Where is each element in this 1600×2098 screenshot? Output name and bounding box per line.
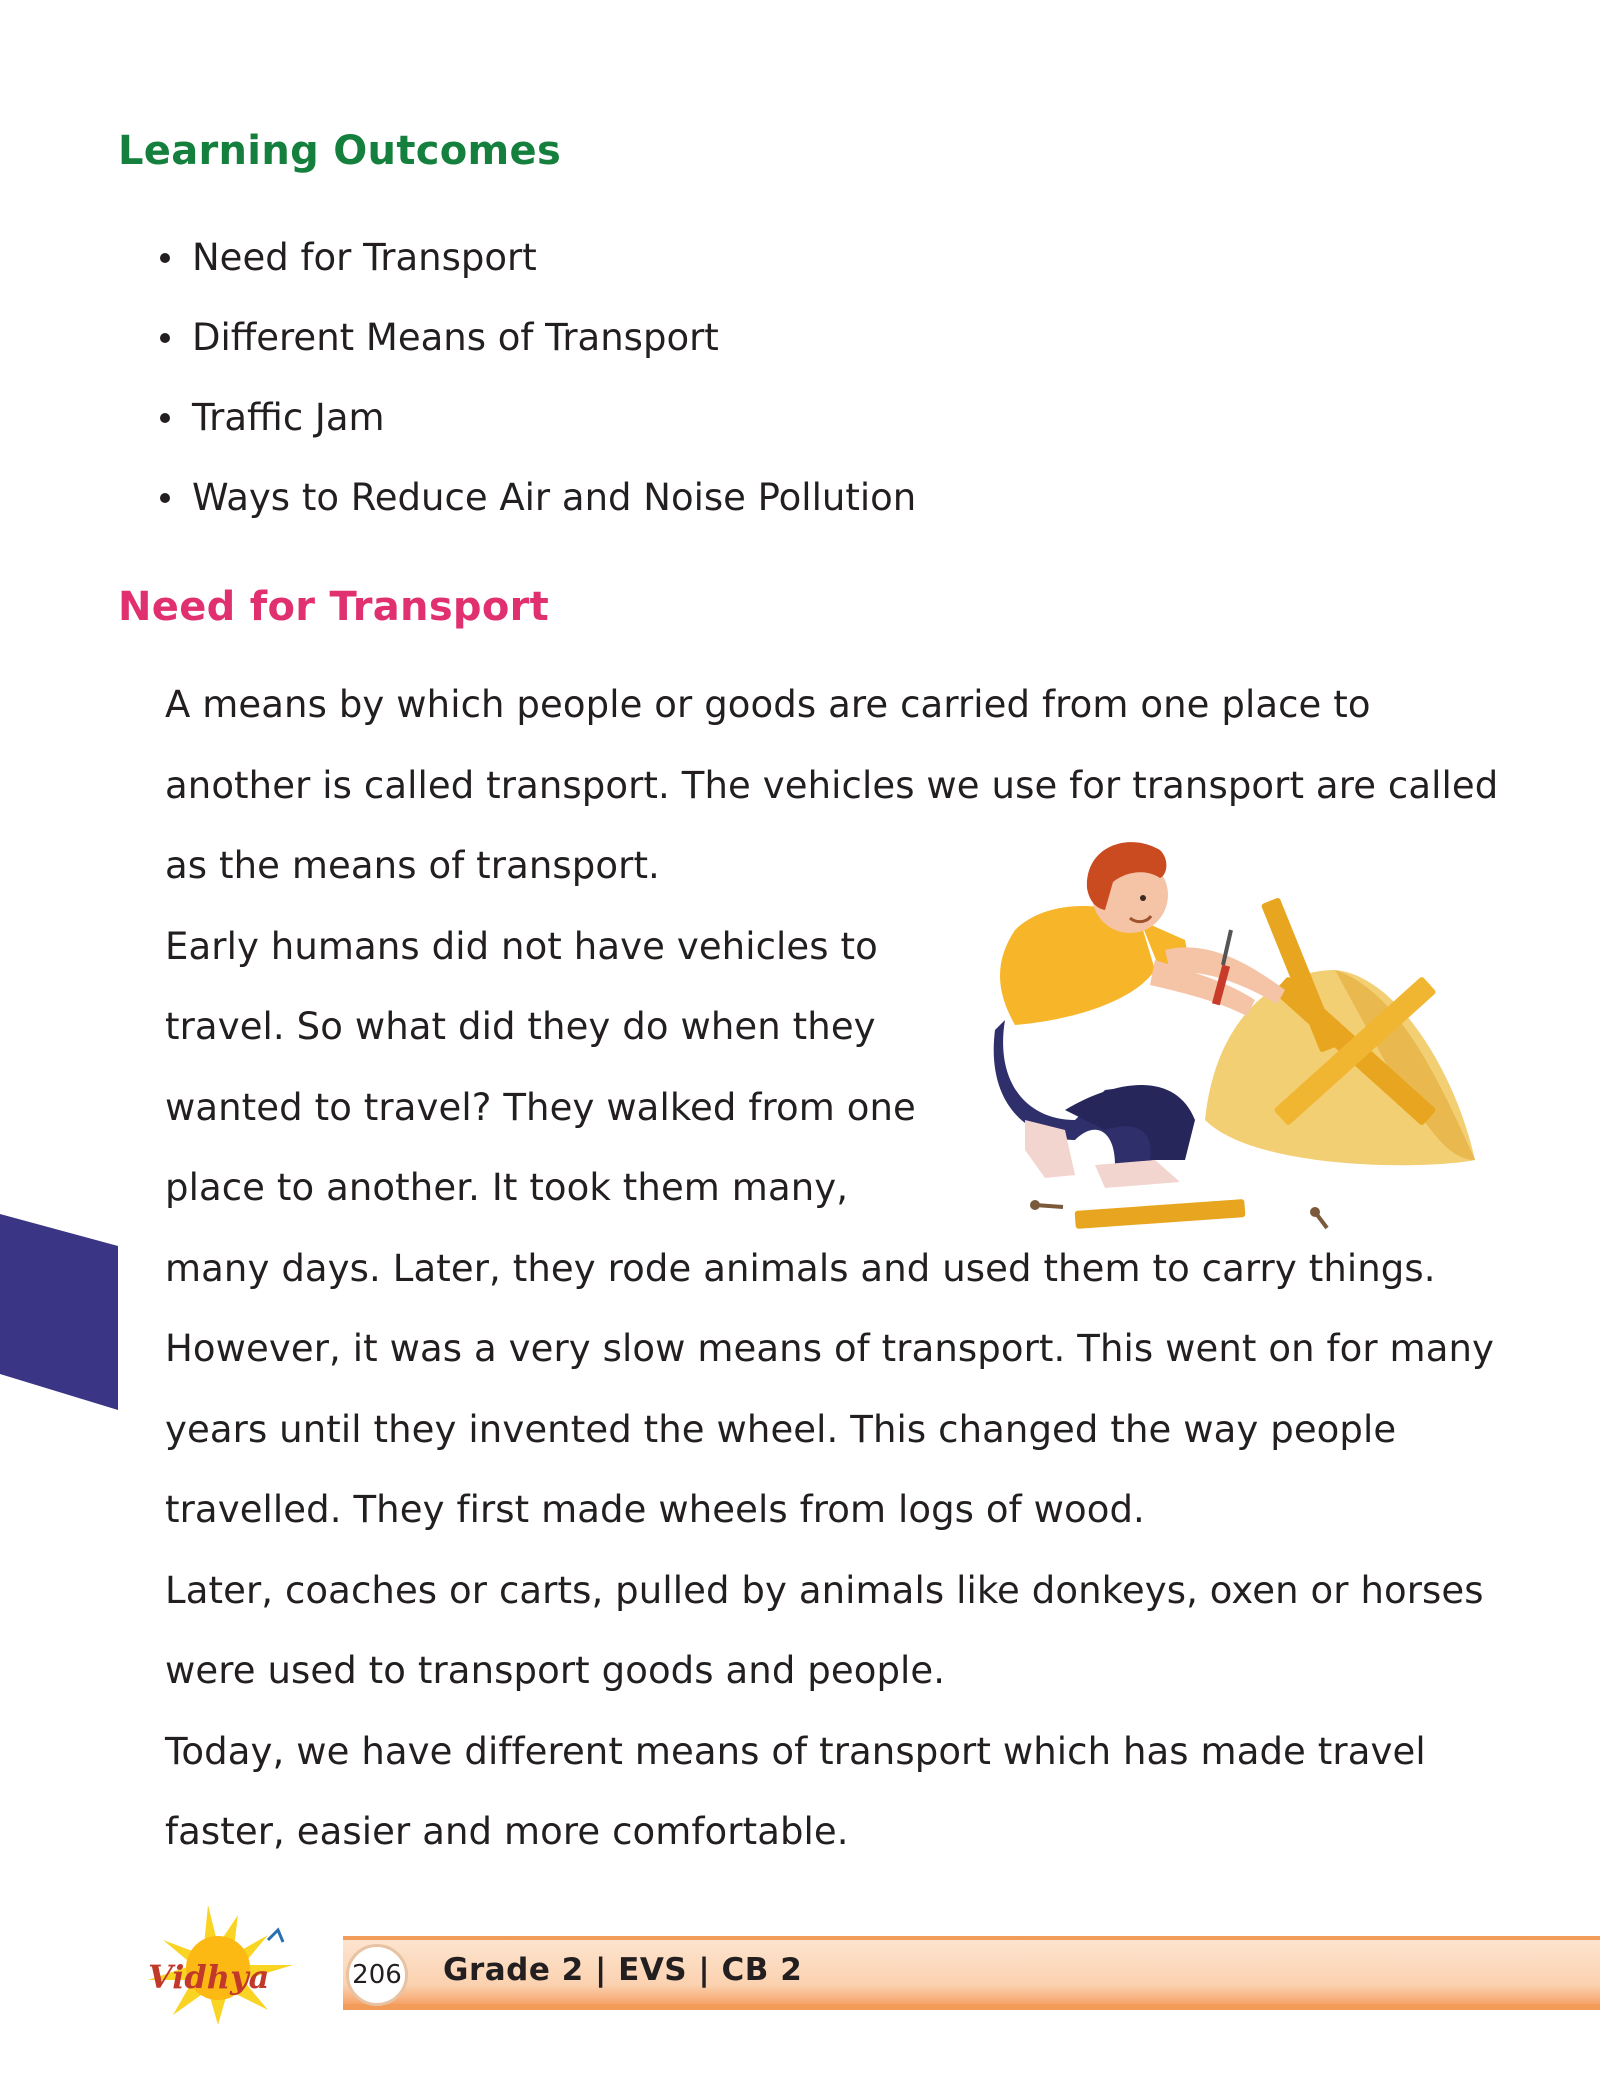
text-line: faster, easier and more comfortable. [165, 1810, 849, 1853]
learning-outcomes-title: Learning Outcomes [118, 128, 562, 174]
side-tab [0, 1214, 118, 1410]
bullet-icon [160, 413, 170, 423]
page-number: 206 [346, 1944, 408, 2006]
text-line: as the means of transport. [165, 844, 660, 887]
list-item: Need for Transport [160, 218, 916, 298]
text-line: were used to transport goods and people. [165, 1649, 946, 1692]
text-line: However, it was a very slow means of transport. This went on for many [165, 1327, 1495, 1370]
bullet-icon [160, 333, 170, 343]
list-item: Different Means of Transport [160, 298, 916, 378]
svg-text:Vidhya: Vidhya [148, 1958, 270, 1996]
list-item: Ways to Reduce Air and Noise Pollution [160, 458, 916, 538]
footer-book-info: Grade 2 | EVS | CB 2 [443, 1952, 803, 1988]
text-line: another is called transport. The vehicles we use for transport are called [165, 763, 1499, 807]
page-footer [118, 1900, 1488, 2030]
text-line: many days. Later, they rode animals and used them to carry things. [165, 1246, 1436, 1290]
text-line: Later, coaches or carts, pulled by animals like donkeys, oxen or horses [165, 1568, 1484, 1612]
text-line: A means by which people or goods are carried from one place to [165, 683, 1371, 726]
bullet-icon [160, 253, 170, 263]
text-line: years until they invented the wheel. This changed the way people [165, 1407, 1397, 1451]
text-line: travelled. They first made wheels from logs of wood. [165, 1488, 1145, 1531]
bullet-icon [160, 493, 170, 503]
vidhya-logo [118, 1900, 348, 2030]
need-for-transport-title: Need for Transport [118, 584, 550, 630]
text-line: wanted to travel? They walked from one [165, 1085, 916, 1129]
text-line: place to another. It took them many, [165, 1166, 849, 1209]
text-line: Today, we have different means of transport which has made travel [165, 1729, 1426, 1773]
learning-outcomes-list [160, 218, 916, 538]
footer-band-edge [343, 2004, 1600, 2010]
list-item: Traffic Jam [160, 378, 916, 458]
text-line: travel. So what did they do when they [165, 1005, 876, 1048]
text-line: Early humans did not have vehicles to [165, 924, 878, 968]
person-building-wheel-illustration [955, 820, 1485, 1240]
